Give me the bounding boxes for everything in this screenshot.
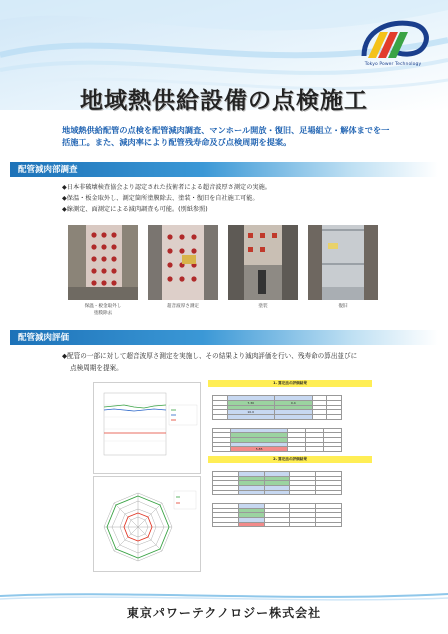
evaluation-results-table	[208, 380, 372, 527]
table-value: 10.0	[227, 410, 274, 415]
thickness-radar-chart	[93, 476, 201, 572]
photo-caption: 塗装	[258, 304, 268, 309]
results-header: 2. 算定法の評価結果	[208, 456, 372, 463]
bullet-item: ◆配管の一部に対して超音波厚さ測定を実施し、その結果より減肉評価を行い、残寿命の算出並びに	[62, 352, 358, 360]
results-table-3	[212, 471, 342, 495]
results-table-2	[212, 428, 342, 452]
logo-caption: Tokyo Power Technology	[364, 62, 422, 67]
table-value: 0.4	[274, 400, 312, 405]
thickness-line-chart	[93, 382, 201, 474]
evaluation-bullet-list	[62, 350, 382, 374]
company-name: 東京パワーテクノロジー株式会社	[126, 606, 322, 620]
photo-caption: 復旧	[338, 304, 348, 309]
results-table-1	[212, 395, 342, 420]
photo-restoration	[308, 225, 378, 300]
section-heading-text: 配管減肉評価	[18, 333, 70, 343]
inspection-bullet-list	[62, 182, 402, 215]
photo-painting	[228, 225, 298, 300]
bullet-item: ◆線測定、面測定による減肉調査も可能。(別紙参照)	[62, 206, 208, 213]
photo-insulation-removal	[68, 225, 138, 300]
bullet-item: ◆日本非破壊検査協会より認定された技術者による超音波厚さ測定の実施。	[62, 184, 271, 191]
photo-ultrasonic-measurement	[148, 225, 218, 300]
bullet-item: 点検周期を提案。	[70, 364, 123, 372]
section-heading-text: 配管減肉部調査	[18, 165, 78, 175]
section-heading-evaluation	[10, 330, 438, 345]
table-value: 5.85	[230, 447, 288, 452]
photo-caption: 超音波厚さ測定	[166, 304, 200, 309]
bullet-item: ◆保温・板金取外し、測定箇所塗膜除去、塗装・復旧を自社施工可能。	[62, 195, 259, 202]
photo-caption: 保温・板金取外し 塗膜除去	[84, 304, 122, 316]
table-value: 7.30	[227, 400, 274, 405]
footer-divider	[0, 590, 448, 602]
results-table-4	[212, 503, 342, 527]
page-title: 地域熱供給設備の点検施工	[80, 88, 368, 114]
results-header: 1. 算定法の評価結果	[208, 380, 372, 387]
lead-paragraph: 地域熱供給配管の点検を配管減肉調査、マンホール開放・復旧、足場組立・解体までを一括施工。また、減肉率により配管残寿命及び点検周期を提案。	[62, 125, 390, 147]
section-heading-inspection	[10, 162, 438, 177]
